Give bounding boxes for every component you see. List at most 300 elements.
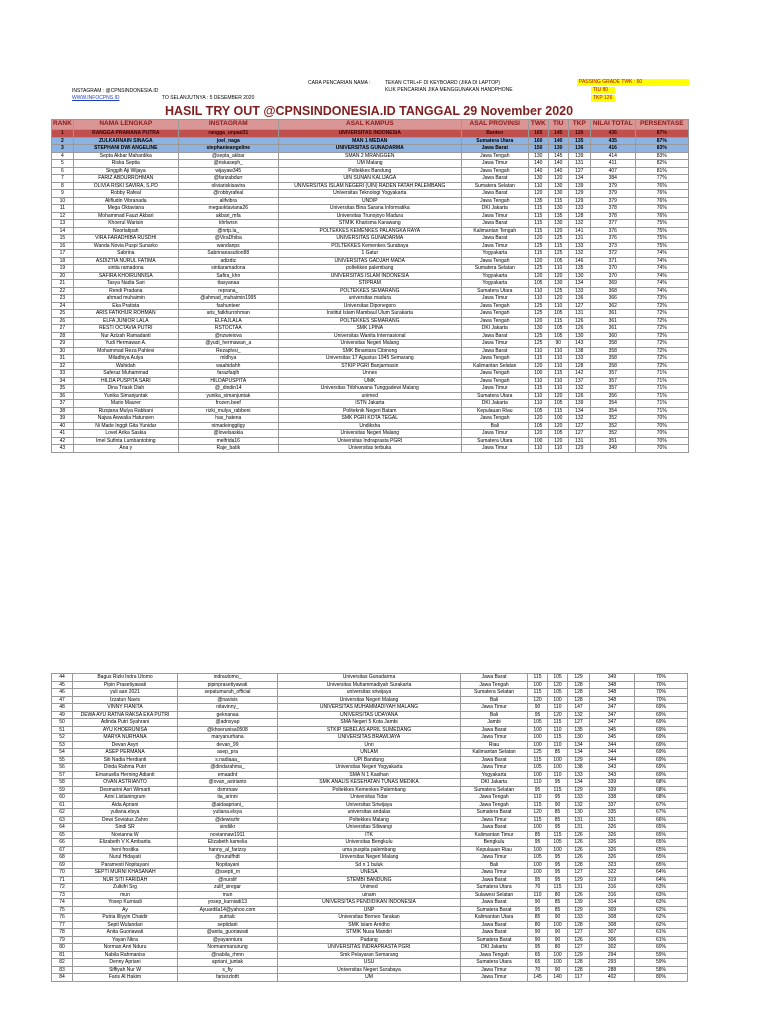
table-row	[52, 310, 689, 318]
cell-campus: UNP	[278, 906, 461, 914]
cell-tkp: 134	[568, 407, 590, 415]
cell-campus: Poltekkes Kemenkes Palembang	[278, 786, 461, 794]
cell-tkp: 130	[568, 272, 590, 280]
cell-instagram: asep_pra	[178, 749, 278, 757]
cell-name: Anita Guoriawati	[73, 929, 178, 937]
cell-rank: 51	[52, 726, 73, 734]
cell-tiu: 85	[548, 899, 568, 907]
cell-tkp: 138	[568, 347, 590, 355]
cell-tkp: 133	[568, 242, 590, 250]
cell-campus: SMK LPINA	[278, 325, 461, 333]
cell-tkp: 146	[568, 257, 590, 265]
cell-tkp: 130	[568, 734, 590, 742]
cell-name: ASEP PERMANA	[73, 749, 178, 757]
cell-rank: 15	[52, 235, 74, 243]
cell-total: 348	[590, 696, 635, 704]
cell-twk: 165	[528, 130, 548, 138]
cell-twk: 105	[528, 764, 548, 772]
cell-twk: 95	[528, 906, 548, 914]
cell-tkp: 127	[568, 422, 590, 430]
cell-tkp: 127	[568, 944, 590, 952]
cell-instagram: yunika_simanjuntak	[178, 392, 278, 400]
cell-total: 347	[590, 719, 635, 727]
table-row	[52, 959, 688, 967]
cell-tiu: 105	[548, 839, 568, 847]
table-row	[52, 899, 688, 907]
col-total: NILAI TOTAL	[590, 120, 635, 130]
cell-tkp: 134	[568, 280, 590, 288]
cell-rank: 46	[52, 689, 73, 697]
cell-instagram: @nurslif	[178, 876, 278, 884]
cell-twk: 125	[528, 242, 548, 250]
cell-tkp: 131	[568, 160, 590, 168]
cell-twk: 95	[528, 876, 548, 884]
cell-tkp: 127	[568, 302, 590, 310]
cell-percentage: 60%	[635, 944, 688, 952]
table-row	[52, 445, 689, 453]
col-province: ASAL PROVINSI	[461, 120, 528, 130]
cell-name: Aida Apriani	[73, 801, 178, 809]
cell-tkp: 133	[568, 771, 590, 779]
cell-tiu: 115	[548, 197, 568, 205]
table-row	[52, 340, 689, 348]
cell-province: Banten	[461, 130, 528, 138]
table-row	[52, 160, 689, 168]
cell-instagram: oliviariskisavira	[178, 182, 278, 190]
cell-province: Jawa Barat	[461, 190, 528, 198]
cell-total: 351	[590, 437, 635, 445]
cell-total: 326	[590, 854, 635, 862]
table-row	[52, 257, 689, 265]
cell-name: Izzatun Navis	[73, 696, 178, 704]
cell-tiu: 130	[548, 280, 568, 288]
cell-twk: 100	[528, 869, 548, 877]
cell-twk: 105	[528, 854, 548, 862]
cell-instagram: @ssepti_m	[178, 869, 278, 877]
cell-name: Septi Wulandari	[73, 921, 178, 929]
cell-tkp: 131	[568, 884, 590, 892]
cell-tiu: 105	[548, 325, 568, 333]
cell-twk: 100	[528, 846, 548, 854]
cell-instagram: dsmrnaw	[178, 786, 278, 794]
cell-rank: 4	[52, 152, 74, 160]
cell-twk: 110	[528, 347, 548, 355]
cell-rank: 81	[52, 951, 73, 959]
cell-campus: Universitas Tribhuwana Tunggadewi Malang	[278, 385, 461, 393]
cell-name: SEPTI MURNI KHASANAH	[73, 869, 178, 877]
cell-percentage: 72%	[635, 302, 688, 310]
cell-instagram: Safira_khn	[178, 272, 278, 280]
cell-instagram: megaoktaviana26	[178, 205, 278, 213]
cell-instagram: Sabrinanasution88	[178, 250, 278, 258]
cell-tkp: 134	[568, 175, 590, 183]
cell-total: 345	[590, 726, 635, 734]
table-row	[52, 197, 689, 205]
cell-campus: SMA N 1 Kasihan	[278, 771, 461, 779]
cell-province: Jawa Tengah	[461, 302, 528, 310]
cell-total: 326	[590, 824, 635, 832]
cell-percentage: 87%	[635, 137, 688, 145]
cell-campus: Universitas Wanita Internasional	[278, 332, 461, 340]
cell-tkp: 126	[568, 317, 590, 325]
col-campus: ASAL KAMPUS	[278, 120, 461, 130]
cell-name: Nur Azizah Ramadanti	[73, 332, 178, 340]
cell-name: Emanuella Herning Adianti	[73, 771, 178, 779]
cell-percentage: 65%	[635, 839, 688, 847]
cell-tkp: 133	[568, 287, 590, 295]
cell-twk: 100	[528, 771, 548, 779]
cell-rank: 16	[52, 242, 74, 250]
cell-tiu: 90	[548, 966, 568, 974]
cell-rank: 17	[52, 250, 74, 258]
cell-percentage: 62%	[635, 921, 688, 929]
cell-tkp: 128	[568, 966, 590, 974]
cell-campus: Universitas Gunadarma	[278, 674, 461, 682]
cell-tkp: 134	[568, 749, 590, 757]
cell-tiu: 85	[548, 906, 568, 914]
table-row	[52, 809, 688, 817]
search-instruction-keyboard: TEKAN CTRL+F DI KEYBOARD (JIKA DI LAPTOP)	[385, 80, 501, 86]
cell-name: Faris Al Hakim	[73, 974, 178, 982]
cell-campus: ITK	[278, 831, 461, 839]
cell-tkp: 126	[568, 130, 590, 138]
cell-province: Jawa Tengah	[461, 317, 528, 325]
table-row	[52, 681, 688, 689]
cell-province: Sumatera Utara	[461, 884, 528, 892]
cell-campus: STKIP SEBELAS APRIL SUMEDANG	[278, 726, 461, 734]
cell-tkp: 129	[568, 197, 590, 205]
cell-percentage: 68%	[635, 779, 688, 787]
cell-campus: poltekkes palembang	[278, 265, 461, 273]
passing-grade-twk: PASSING GRADE TWK : 60	[577, 79, 689, 86]
cell-instagram: alifvibra	[178, 197, 278, 205]
cell-rank: 11	[52, 205, 74, 213]
cell-percentage: 64%	[635, 876, 688, 884]
cell-total: 370	[590, 272, 635, 280]
cell-total: 378	[590, 212, 635, 220]
cell-tiu: 110	[548, 445, 568, 453]
cell-tkp: 131	[568, 310, 590, 318]
cell-percentage: 70%	[635, 445, 688, 453]
cell-total: 344	[590, 756, 635, 764]
cell-rank: 28	[52, 332, 74, 340]
table-row	[52, 235, 689, 243]
cell-name: Desmarini Asri Wimarti	[73, 786, 178, 794]
cell-province: Jawa Timur	[461, 974, 528, 982]
cell-tkp: 132	[568, 801, 590, 809]
cell-campus: UNIVERSITAS GADJAH MADA	[278, 257, 461, 265]
cell-tkp: 127	[568, 869, 590, 877]
cell-province: Jawa Barat	[461, 347, 528, 355]
cell-instagram: farazfaqih	[178, 370, 278, 378]
cell-tkp: 138	[568, 764, 590, 772]
table-row	[52, 891, 688, 899]
cell-instagram: @nrtp.la_	[178, 227, 278, 235]
cell-rank: 74	[52, 899, 73, 907]
cell-name: Adinda Putri Syahrani	[73, 719, 178, 727]
cell-tiu: 125	[548, 235, 568, 243]
cell-campus: UNIVERSITAS BRAWIJAYA	[278, 734, 461, 742]
cell-instagram: has_hatena	[178, 415, 278, 423]
cell-name: Pipin Prasetiyawati	[73, 681, 178, 689]
cell-rank: 33	[52, 370, 74, 378]
cell-rank: 2	[52, 137, 74, 145]
table-row	[52, 280, 689, 288]
cell-percentage: 59%	[635, 951, 688, 959]
cell-tiu: 120	[548, 437, 568, 445]
cell-percentage: 76%	[635, 182, 688, 190]
cell-percentage: 87%	[635, 130, 688, 138]
col-instagram: INSTAGRAM	[178, 120, 278, 130]
cell-campus: UNDIP	[278, 197, 461, 205]
cell-name: DEWA AYU RATNA RAKSA EKA PUTRI	[73, 711, 178, 719]
cell-instagram: reprana_	[178, 287, 278, 295]
cell-instagram: @nzwieiova	[178, 332, 278, 340]
cell-percentage: 82%	[635, 160, 688, 168]
cell-instagram: Rezaplvsi_	[178, 347, 278, 355]
cell-tiu: 100	[548, 764, 568, 772]
cell-rank: 66	[52, 839, 73, 847]
cell-total: 323	[590, 861, 635, 869]
cell-total: 358	[590, 340, 635, 348]
cell-twk: 110	[528, 377, 548, 385]
cell-percentage: 70%	[635, 681, 688, 689]
cell-rank: 47	[52, 696, 73, 704]
cell-total: 326	[590, 831, 635, 839]
cell-tiu: 95	[548, 794, 568, 802]
cell-instagram: melfrida16	[178, 437, 278, 445]
cell-percentage: 72%	[635, 317, 688, 325]
cell-tiu: 115	[548, 242, 568, 250]
table-row	[52, 756, 688, 764]
cell-name: Dinda Rahma Putri	[73, 764, 178, 772]
cell-percentage: 71%	[635, 400, 688, 408]
cell-tkp: 139	[568, 400, 590, 408]
cell-total: 349	[590, 674, 635, 682]
cell-twk: 115	[528, 801, 548, 809]
cell-twk: 95	[528, 786, 548, 794]
cell-total: 373	[590, 242, 635, 250]
cell-name: AYU KHOERUNISA	[73, 726, 178, 734]
cell-name: Rendi Pradana	[73, 287, 178, 295]
cell-campus: SMK ANALIS KESEHATAN TUNAS MEDIKA	[278, 779, 461, 787]
cell-instagram: @yudi_hermawan_a	[178, 340, 278, 348]
table-row	[52, 362, 689, 370]
cell-province: DKI Jakarta	[461, 779, 528, 787]
cell-rank: 52	[52, 734, 73, 742]
cell-instagram: @anita_guoriawati	[178, 929, 278, 937]
cell-province: Kalimantan Selatan	[461, 749, 528, 757]
cell-rank: 8	[52, 182, 74, 190]
cell-tiu: 95	[548, 861, 568, 869]
cell-campus: Smk Pelayaran Semarang	[278, 951, 461, 959]
cell-name: Arini Listianingrum	[73, 794, 178, 802]
cell-campus: SMK PGRI KOTA TEGAL	[278, 415, 461, 423]
cell-province: Kalimantan Timur	[461, 831, 528, 839]
cell-province: DKI Jakarta	[461, 325, 528, 333]
cell-percentage: 71%	[635, 407, 688, 415]
cell-tiu: 110	[548, 347, 568, 355]
cell-tiu: 100	[548, 951, 568, 959]
cell-province: Kepulauan Riau	[461, 846, 528, 854]
cell-rank: 14	[52, 227, 74, 235]
cell-rank: 22	[52, 287, 74, 295]
cell-name: yuliana.elsya	[73, 809, 178, 817]
table-row	[52, 696, 688, 704]
cell-percentage: 69%	[635, 734, 688, 742]
cell-campus: SMK Binantara Cibinong	[278, 347, 461, 355]
cell-rank: 27	[52, 325, 74, 333]
cell-province: Jambi	[461, 719, 528, 727]
cell-rank: 57	[52, 771, 73, 779]
cell-name: VIRA FARADHIBA RUSDHI	[73, 235, 178, 243]
cell-name: FARIZ ABDURROHMAN	[73, 175, 178, 183]
cell-province: Jawa Tengah	[461, 310, 528, 318]
cell-total: 306	[590, 936, 635, 944]
cell-tkp: 135	[568, 137, 590, 145]
cell-tiu: 95	[548, 869, 568, 877]
cell-percentage: 65%	[635, 854, 688, 862]
cell-rank: 64	[52, 824, 73, 832]
cell-total: 326	[590, 846, 635, 854]
cell-name: Lovel Arika Saskia	[73, 430, 178, 438]
cell-tkp: 132	[568, 220, 590, 228]
cell-rank: 68	[52, 854, 73, 862]
cell-percentage: 80%	[635, 974, 688, 982]
cell-province: Bali	[461, 711, 528, 719]
cell-instagram: s.nadiaaa_	[178, 756, 278, 764]
cell-name: Bagus Rizki Indra Utomo	[73, 674, 178, 682]
cell-tiu: 80	[548, 944, 568, 952]
cell-campus: UNLAM	[278, 749, 461, 757]
cell-name: RESTI OCTAVIA PUTRI	[73, 325, 178, 333]
cell-campus: ISTN Jakarta	[278, 400, 461, 408]
cell-province: Jawa Timur	[461, 445, 528, 453]
cell-total: 366	[590, 295, 635, 303]
cell-province: Jawa Tengah	[461, 370, 528, 378]
cell-total: 344	[590, 741, 635, 749]
table-row	[52, 317, 689, 325]
cell-instagram: emaadnt	[178, 771, 278, 779]
cell-campus: Undiksha	[278, 422, 461, 430]
cell-rank: 24	[52, 302, 74, 310]
cell-campus: STMIK Nusa Mandiri	[278, 929, 461, 937]
cell-province: Jawa Tengah	[461, 257, 528, 265]
cell-percentage: 75%	[635, 220, 688, 228]
cell-tiu: 95	[548, 779, 568, 787]
cell-instagram: @yayanniura	[178, 936, 278, 944]
cell-instagram: RSTOCTAA	[178, 325, 278, 333]
cell-province: Jawa Barat	[461, 756, 528, 764]
cell-campus: POLTEKKES SEMARANG	[278, 287, 461, 295]
cell-campus: UIN SUNAN KALIJAGA	[278, 175, 461, 183]
cell-tiu: 120	[548, 681, 568, 689]
cell-twk: 140	[528, 160, 548, 168]
cell-province: DKI Jakarta	[461, 400, 528, 408]
cell-twk: 95	[528, 944, 548, 952]
cell-rank: 34	[52, 377, 74, 385]
cell-name: OVAN ASTRIANTO	[73, 779, 178, 787]
cell-percentage: 70%	[635, 430, 688, 438]
cell-tkp: 147	[568, 704, 590, 712]
table-row	[52, 295, 689, 303]
cell-rank: 13	[52, 220, 74, 228]
cell-province: Jawa Barat	[461, 726, 528, 734]
cell-province: Jawa Barat	[461, 929, 528, 937]
cell-total: 370	[590, 265, 635, 273]
cell-twk: 125	[528, 749, 548, 757]
cell-instagram: @lovelsaskia	[178, 430, 278, 438]
cell-twk: 145	[528, 974, 548, 982]
cell-twk: 125	[528, 302, 548, 310]
cell-name: ARIS FATKHUR ROHMAN	[73, 310, 178, 318]
cell-tiu: 100	[548, 959, 568, 967]
cell-rank: 73	[52, 891, 73, 899]
cell-name: Yayan Nkra	[73, 936, 178, 944]
cell-name: Denny Apriani	[73, 959, 178, 967]
cell-twk: 115	[528, 205, 548, 213]
cell-percentage: 71%	[635, 370, 688, 378]
cell-total: 326	[590, 839, 635, 847]
cell-total: 352	[590, 422, 635, 430]
cell-total: 335	[590, 809, 635, 817]
cell-tiu: 120	[548, 295, 568, 303]
cell-twk: 110	[528, 392, 548, 400]
cell-province: Jawa Timur	[461, 212, 528, 220]
results-table-page-1	[51, 119, 689, 453]
cell-percentage: 69%	[635, 749, 688, 757]
cell-total: 339	[590, 779, 635, 787]
cell-province: Jawa Barat	[461, 175, 528, 183]
table-row	[52, 250, 689, 258]
table-row	[52, 175, 689, 183]
table-row	[52, 437, 689, 445]
cell-name: Khoerul Warisin	[73, 220, 178, 228]
cell-twk: 70	[528, 966, 548, 974]
cell-province: Jawa Tengah	[461, 801, 528, 809]
cell-tkp: 126	[568, 839, 590, 847]
cell-tiu: 100	[548, 921, 568, 929]
cell-tiu: 135	[548, 212, 568, 220]
cell-tiu: 120	[548, 711, 568, 719]
cell-campus: Unri	[278, 741, 461, 749]
table-row	[52, 846, 688, 854]
cell-percentage: 69%	[635, 704, 688, 712]
cell-instagram: maryanurhana	[178, 734, 278, 742]
cell-tiu: 110	[548, 741, 568, 749]
cell-twk: 125	[528, 332, 548, 340]
cell-province: DKI Jakarta	[461, 944, 528, 952]
cell-tiu: 120	[548, 422, 568, 430]
table-row	[52, 749, 688, 757]
cell-campus: UM Malang	[278, 160, 461, 168]
cell-instagram: apriani_juntak	[178, 959, 278, 967]
cell-tkp: 130	[568, 332, 590, 340]
cell-twk: 100	[528, 741, 548, 749]
cell-province: Riau	[461, 741, 528, 749]
cell-instagram: Raje_batik	[178, 445, 278, 453]
cell-tiu: 100	[548, 756, 568, 764]
cell-province: Sumatera Selatan	[461, 786, 528, 794]
cell-province: Bali	[461, 861, 528, 869]
cell-twk: 120	[528, 430, 548, 438]
cell-twk: 120	[528, 415, 548, 423]
page-title: HASIL TRY OUT @CPNSINDONESIA.ID TANGGAL 29 November 2020	[164, 104, 574, 118]
cell-campus: UNIVERSITAS GUNADARMA	[278, 235, 461, 243]
cell-campus: Universitas Negeri Yogyakarta	[278, 764, 461, 772]
cell-tkp: 128	[568, 861, 590, 869]
website-link[interactable]: WWW.INFOCPNS.ID	[72, 95, 120, 101]
